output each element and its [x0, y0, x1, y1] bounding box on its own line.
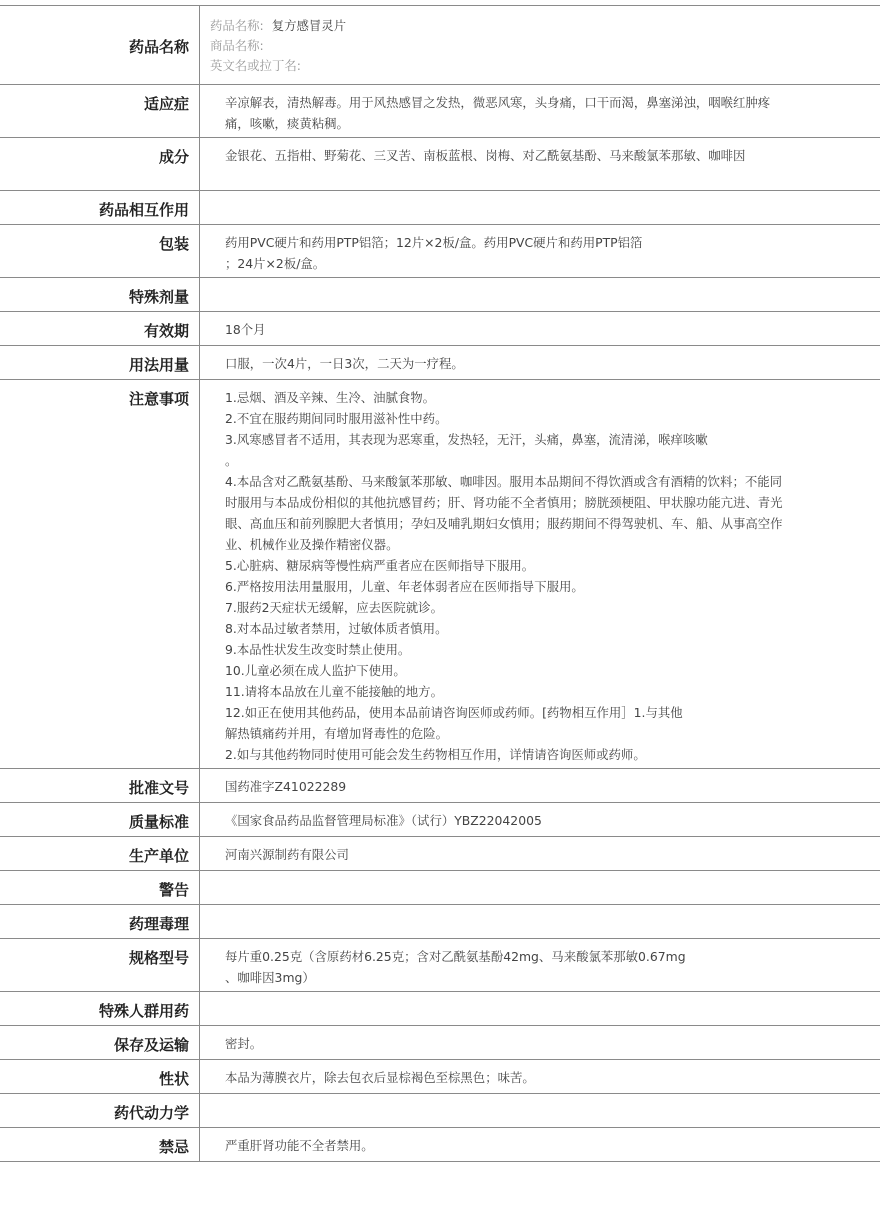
- table-row: [0, 1127, 880, 1162]
- row-drug-name: [0, 5, 880, 84]
- row-value: [200, 1094, 880, 1127]
- row-label: 成分: [0, 138, 200, 190]
- row-value: 本品为薄膜衣片，除去包衣后显棕褐色至棕黑色；味苦。: [225, 1070, 535, 1085]
- row-value: 严重肝肾功能不全者禁用。: [225, 1138, 374, 1153]
- row-label: 药品名称: [0, 6, 200, 84]
- row-label: 用法用量: [0, 346, 200, 379]
- table-row: [0, 84, 880, 137]
- row-label: 规格型号: [0, 939, 200, 991]
- row-label: 包装: [0, 225, 200, 277]
- table-row: [0, 836, 880, 870]
- row-label: 药理毒理: [0, 905, 200, 938]
- row-label: 禁忌: [0, 1128, 200, 1161]
- generic-name-value: 复方感冒灵片: [271, 18, 347, 33]
- table-row: [0, 224, 880, 277]
- row-label: 特殊人群用药: [0, 992, 200, 1025]
- table-row: [0, 991, 880, 1025]
- row-value: [200, 992, 880, 1025]
- row-label: 药品相互作用: [0, 191, 200, 224]
- table-row: [0, 277, 880, 311]
- english-name-label: 英文名或拉丁名:: [210, 58, 301, 73]
- row-value: 《国家食品药品监督管理局标准》（试行）YBZ22042005: [225, 813, 542, 828]
- row-value: 每片重0.25克（含原药材6.25克；含对乙酰氨基酚42mg、马来酸氯苯那敏0.67mg 、咖啡因3mg）: [225, 949, 686, 985]
- row-label: 有效期: [0, 312, 200, 345]
- table-row: [0, 904, 880, 938]
- row-value: 1.忌烟、酒及辛辣、生冷、油腻食物。 2.不宜在服药期间同时服用滋补性中药。 3.风寒感冒者不适用，其表现为恶寒重，发热轻，无汗，头痛，鼻塞，流清涕，喉痒咳嗽 。 4.本品含对乙酰氨基酚、马来酸氯苯那敏、咖啡因。服用本品期间不得饮酒或含有酒精的饮料；不能同时服用与本品成份相似的其他抗感冒药；肝、肾功能不全者慎用；膀胱颈梗阻、甲状腺功能亢进、青光眼、高血压和前列腺肥大者慎用；孕妇及哺乳期妇女慎用；服药期间不得驾驶机、车、船、从事高空作业、机械作业及操作精密仪器。 5.心脏病、糖尿病等慢性病严重者应在医师指导下服用。 6.严格按用法用量服用，儿童、年老体弱者应在医师指导下服用。 7.服药2天症状无缓解，应去医院就诊。 8.对本品过敏者禁用，过敏体质者慎用。 9.本品性状发生改变时禁止使用。 10.儿童必须在成人监护下使用。 11.请将本品放在儿童不能接触的地方。 12.如正在使用其他药品，使用本品前请咨询医师或药师。[药物相互作用］1.与其他 解热镇痛药并用，有增加肾毒性的危险。 2.如与其他药物同时使用可能会发生药物相互作用，详情请咨询医师或药师。: [225, 390, 783, 762]
- table-row: [0, 802, 880, 836]
- row-value: 18个月: [225, 322, 266, 337]
- row-value: 河南兴源制药有限公司: [225, 847, 349, 862]
- table-row: [0, 870, 880, 904]
- row-label: 保存及运输: [0, 1026, 200, 1059]
- table-row: [0, 1025, 880, 1059]
- drug-info-table: [0, 5, 880, 1162]
- row-value: 药用PVC硬片和药用PTP铝箔；12片×2板/盒。药用PVC硬片和药用PTP铝箔 ；24片×2板/盒。: [225, 235, 643, 271]
- row-value: 密封。: [225, 1036, 263, 1051]
- row-value: [200, 871, 880, 904]
- table-row: [0, 1093, 880, 1127]
- table-row: [0, 137, 880, 190]
- table-row: [0, 345, 880, 379]
- row-label: 药代动力学: [0, 1094, 200, 1127]
- generic-name-label: 药品名称:: [210, 18, 264, 33]
- row-label: 警告: [0, 871, 200, 904]
- row-label: 质量标准: [0, 803, 200, 836]
- row-value: [200, 905, 880, 938]
- name-block: [200, 6, 880, 84]
- trade-name-label: 商品名称:: [210, 38, 264, 53]
- row-value: 口服，一次4片，一日3次，二天为一疗程。: [225, 356, 464, 371]
- row-label: 注意事项: [0, 380, 200, 768]
- row-value: [200, 278, 880, 311]
- row-label: 性状: [0, 1060, 200, 1093]
- row-value: [200, 191, 880, 224]
- row-value: 金银花、五指柑、野菊花、三叉苦、南板蓝根、岗梅、对乙酰氨基酚、马来酸氯苯那敏、咖啡因: [225, 148, 746, 163]
- table-row: [0, 768, 880, 802]
- table-row: [0, 938, 880, 991]
- row-label: 适应症: [0, 85, 200, 137]
- row-value: 辛凉解表，清热解毒。用于风热感冒之发热，微恶风寒，头身痛，口干而渴，鼻塞涕浊，咽喉红肿疼痛，咳嗽，痰黄粘稠。: [225, 95, 771, 131]
- row-label: 生产单位: [0, 837, 200, 870]
- table-row: [0, 311, 880, 345]
- table-row: [0, 379, 880, 768]
- row-label: 特殊剂量: [0, 278, 200, 311]
- row-label: 批准文号: [0, 769, 200, 802]
- table-row: [0, 1059, 880, 1093]
- table-row: [0, 190, 880, 224]
- generic-name-line: [210, 16, 786, 36]
- row-value: 国药准字Z41022289: [225, 779, 347, 794]
